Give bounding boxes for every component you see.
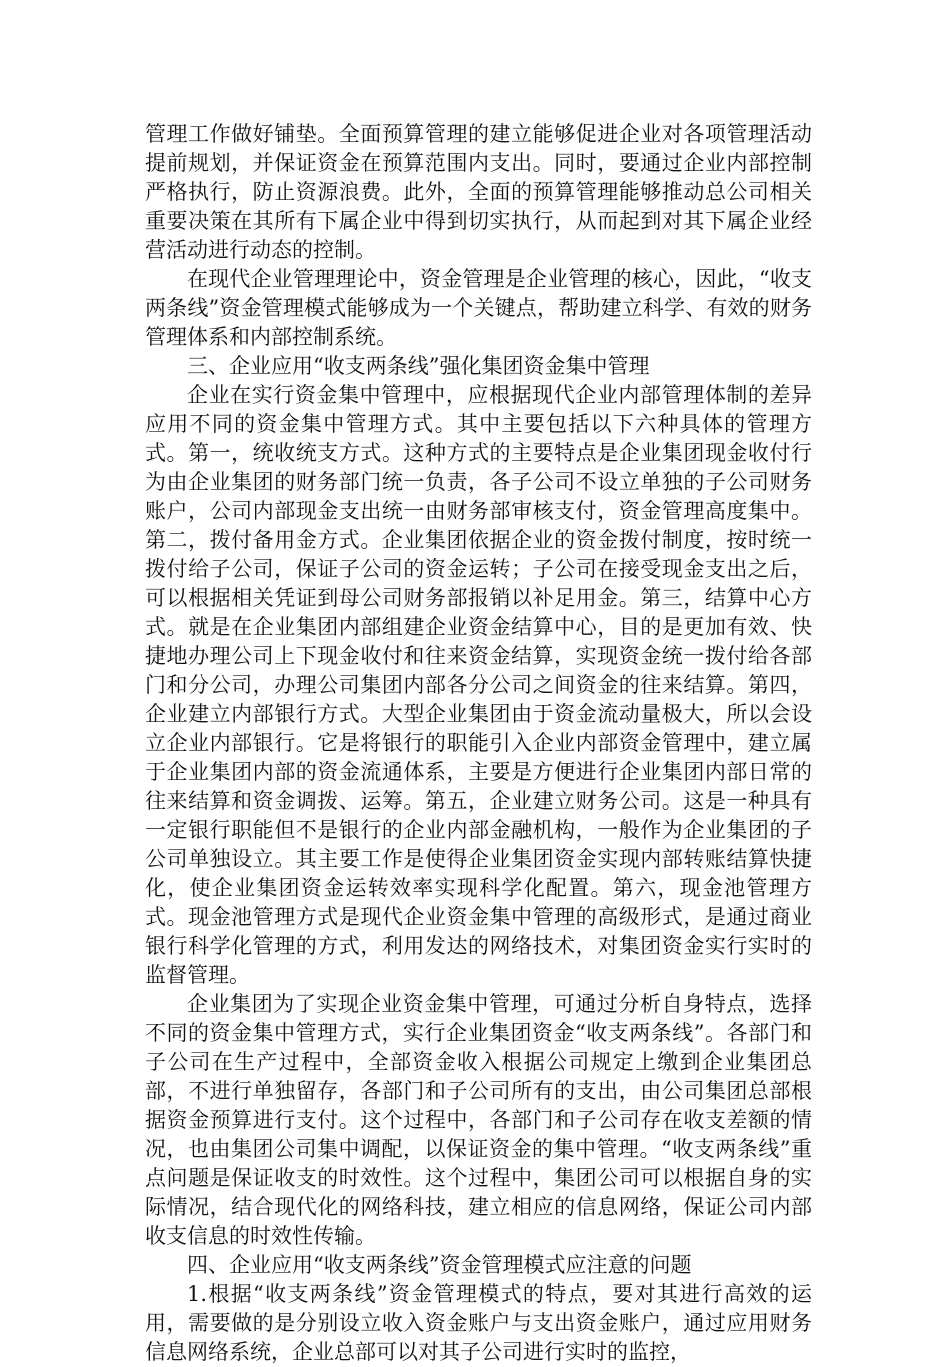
section-heading-4: 四、企业应用“收支两条线”资金管理模式应注意的问题: [187, 1253, 692, 1277]
section-heading-3: 三、企业应用“收支两条线”强化集团资金集中管理: [187, 354, 650, 378]
paragraph-budget-management: 管理工作做好铺垫。全面预算管理的建立能够促进企业对各项管理活动提前规划，并保证资金在预算范围内支出。同时，要通过企业内部控制严格执行，防止资源浪费。此外，全面的预算管理能够推动总公司相关重要决策在其所有下属企业中得到切实执行，从而起到对其下属企业经营活动进行动态的控制。: [145, 122, 812, 262]
paragraph-point-1: 1.根据“收支两条线”资金管理模式的特点，要对其进行高效的运用，需要做的是分别设立收入资金账户与支出资金账户，通过应用财务信息网络系统，企业总部可以对其子公司进行实时的监控，: [145, 1282, 812, 1364]
paragraph-group-centralized-management: 企业集团为了实现企业资金集中管理，可通过分析自身特点，选择不同的资金集中管理方式，实行企业集团资金“收支两条线”。各部门和子公司在生产过程中，全部资金收入根据公司规定上缴到企业集团总部，不进行单独留存，各部门和子公司所有的支出，由公司集团总部根据资金预算进行支付。这个过程中，各部门和子公司存在收支差额的情况，也由集团公司集中调配，以保证资金的集中管理。“收支两条线”重点问题是保证收支的时效性。这个过程中，集团公司可以根据自身的实际情况，结合现代化的网络科技，建立相应的信息网络，保证公司内部收支信息的时效性传输。: [145, 992, 812, 1248]
document-body: [145, 120, 812, 1367]
paragraph-six-management-methods: 企业在实行资金集中管理中，应根据现代企业内部管理体制的差异应用不同的资金集中管理方式。其中主要包括以下六种具体的管理方式。第一，统收统支方式。这种方式的主要特点是企业集团现金收付行为由企业集团的财务部门统一负责，各子公司不设立单独的子公司财务账户，公司内部现金支出统一由财务部审核支付，资金管理高度集中。第二，拨付备用金方式。企业集团依据企业的资金拨付制度，按时统一拨付给子公司，保证子公司的资金运转；子公司在接受现金支出之后，可以根据相关凭证到母公司财务部报销以补足用金。第三，结算中心方式。就是在企业集团内部组建企业资金结算中心，目的是更加有效、快捷地办理公司上下现金收付和往来资金结算，实现资金统一拨付给各部门和分公司，办理公司集团内部各分公司之间资金的往来结算。第四，企业建立内部银行方式。大型企业集团由于资金流动量极大，所以会设立企业内部银行。它是将银行的职能引入企业内部资金管理中，建立属于企业集团内部的资金流通体系，主要是方便进行企业集团内部日常的往来结算和资金调拨、运筹。第五，企业建立财务公司。这是一种具有一定银行职能但不是银行的企业内部金融机构，一般作为企业集团的子公司单独设立。其主要工作是使得企业集团资金实现内部转账结算快捷化，使企业集团资金运转效率实现科学化配置。第六，现金池管理方式。现金池管理方式是现代企业资金集中管理的高级形式，是通过商业银行科学化管理的方式，利用发达的网络技术，对集团资金实行实时的监督管理。: [145, 383, 812, 987]
paragraph-fund-management-core: 在现代企业管理理论中，资金管理是企业管理的核心，因此，“收支两条线”资金管理模式能够成为一个关键点，帮助建立科学、有效的财务管理体系和内部控制系统。: [145, 267, 812, 349]
